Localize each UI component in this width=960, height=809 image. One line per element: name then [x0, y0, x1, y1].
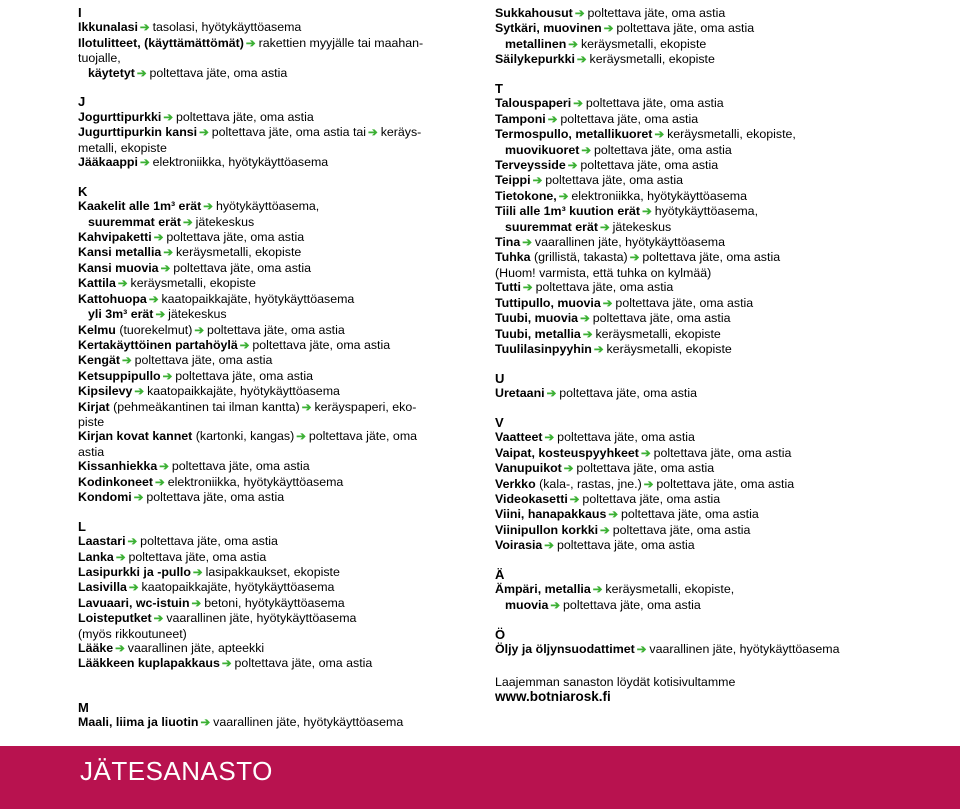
- entry-term: Jääkaappi: [78, 155, 138, 170]
- entry-text: metalli, ekopiste: [78, 140, 167, 155]
- entry-term: Kahvipaketti: [78, 230, 152, 245]
- entry-tamponi: [495, 112, 935, 127]
- entry-term: Jogurttipurkki: [78, 109, 162, 124]
- entry-text: poltettava jäte, oma astia: [557, 430, 695, 445]
- entry-text: betoni, hyötykäyttöasema: [204, 595, 345, 610]
- entry-term: Talouspaperi: [495, 96, 572, 111]
- entry-term: Kondomi: [78, 489, 132, 504]
- arrow-icon: ➔: [558, 190, 569, 203]
- entry-term: Kissanhiekka: [78, 459, 158, 474]
- entry-term: Säilykepurkki: [495, 52, 575, 67]
- entry-kaytetyt: [78, 66, 458, 81]
- entry-jogurttipurkki: [78, 110, 458, 125]
- arrow-icon: ➔: [642, 206, 652, 219]
- entry-text: poltettava jäte, oma astia: [563, 597, 701, 612]
- arrow-icon: ➔: [544, 540, 554, 553]
- entry-term: Viini, hanapakkaus: [495, 507, 607, 522]
- entry-text: vaarallinen jäte, hyötykäyttöasema: [649, 641, 840, 656]
- entry-kengat: [78, 353, 458, 368]
- entry-verkko: [495, 477, 935, 492]
- entry-term: Teippi: [495, 173, 531, 188]
- entry-term: Vaipat, kosteuspyyhkeet: [495, 445, 639, 460]
- entry-text: poltettava jäte, oma astia: [560, 111, 699, 126]
- entry-kattohuopa-yli: [78, 307, 458, 322]
- entry-text: poltettava jäte, oma astia: [653, 445, 792, 460]
- entry-term: Maali, liima ja liuotin: [78, 715, 199, 730]
- entry-kansi-muovia: [78, 261, 458, 276]
- section-letter-k: K: [78, 183, 88, 199]
- entry-ketsuppipullo: [78, 369, 458, 384]
- arrow-icon: ➔: [200, 717, 211, 730]
- arrow-icon: ➔: [148, 293, 159, 306]
- entry-kaakelit-suuremmat: [78, 215, 458, 230]
- entry-text: poltettava jäte, oma astia: [576, 461, 715, 476]
- entry-term: Lasipurkki ja -pullo: [78, 564, 191, 579]
- entry-term: Terveysside: [495, 158, 566, 173]
- entry-text: hyötykäyttöasema,: [654, 204, 759, 219]
- entry-term: metallinen: [505, 36, 567, 51]
- arrow-icon: ➔: [133, 491, 144, 504]
- arrow-icon: ➔: [608, 509, 618, 522]
- entry-tutti: [495, 280, 935, 295]
- arrow-icon: ➔: [134, 386, 145, 399]
- arrow-icon: ➔: [127, 536, 138, 549]
- entry-term: Lääke: [78, 641, 114, 656]
- arrow-icon: ➔: [522, 282, 533, 295]
- entry-text: poltettava jäte, oma astia: [206, 322, 345, 337]
- entry-term: Uretaani: [495, 386, 545, 401]
- entry-sytkari: [495, 21, 935, 36]
- entry-terveysside: [495, 158, 935, 173]
- entry-tuubi-muovia: [495, 311, 935, 326]
- entry-text: piste: [78, 414, 105, 429]
- entry-text: poltettava jäte, oma astia: [615, 295, 754, 310]
- entry-term: yli 3m³ erät: [88, 307, 154, 322]
- arrow-icon: ➔: [194, 324, 204, 337]
- entry-text: (tuorekelmut): [119, 322, 193, 337]
- entry-tiili-suuremmat: [495, 220, 935, 235]
- entry-text: poltettava jäte, oma astia: [175, 368, 314, 383]
- entry-viinipullon-korkki: [495, 523, 935, 538]
- entry-term: Kattila: [78, 276, 116, 291]
- entry-term: Tuttipullo, muovia: [495, 295, 601, 310]
- entry-ikkunalasi: [78, 20, 458, 35]
- entry-ilotulitteet: [78, 36, 458, 66]
- entry-laake: [78, 641, 458, 656]
- entry-kaakelit: [78, 199, 458, 214]
- entry-term: Videokasetti: [495, 491, 568, 506]
- footer-banner: [0, 746, 960, 809]
- entry-text: poltettava jäte, oma astia: [559, 386, 697, 401]
- arrow-icon: ➔: [567, 160, 578, 173]
- arrow-icon: ➔: [160, 262, 171, 275]
- entry-term: Ilotulitteet, (käyttämättömät): [78, 35, 244, 50]
- footer-note: Laajemman sanaston löydät kotisivultamme: [495, 675, 736, 690]
- arrow-icon: ➔: [592, 584, 603, 597]
- entry-text: poltettava jäte, oma astia: [173, 260, 311, 275]
- entry-text: keräysmetalli, ekopiste: [580, 36, 707, 51]
- section-letter-a-umlaut: Ä: [495, 566, 505, 582]
- entry-kodinkoneet: [78, 475, 458, 490]
- section-letter-l: L: [78, 518, 86, 534]
- entry-term: Loisteputket: [78, 611, 152, 626]
- arrow-icon: ➔: [139, 157, 150, 170]
- entry-termospullo: [495, 127, 935, 142]
- entry-term: Lanka: [78, 549, 114, 564]
- entry-text: poltettava jäte, oma astia: [582, 491, 721, 506]
- entry-uretaani: [495, 386, 935, 401]
- section-letter-u: U: [495, 370, 505, 386]
- arrow-icon: ➔: [199, 127, 209, 140]
- entry-text: poltettava jäte, oma astia: [587, 6, 726, 20]
- arrow-icon: ➔: [576, 54, 587, 67]
- entry-text: vaarallinen jäte, apteekki: [127, 641, 265, 656]
- entry-term: Kattohuopa: [78, 291, 147, 306]
- entry-text: poltettava jäte, oma astia tai: [211, 125, 367, 140]
- arrow-icon: ➔: [654, 129, 665, 142]
- entry-text: tasolasi, hyötykäyttöasema: [152, 20, 302, 35]
- entry-term: Viinipullon korkki: [495, 522, 599, 537]
- entry-text: (kartonki, kangas): [195, 429, 295, 444]
- entry-text: keräysmetalli, ekopiste: [175, 245, 302, 260]
- entry-lanka: [78, 550, 458, 565]
- arrow-icon: ➔: [128, 582, 139, 595]
- entry-vaatteet: [495, 430, 935, 445]
- arrow-icon: ➔: [155, 309, 166, 322]
- arrow-icon: ➔: [296, 431, 306, 444]
- arrow-icon: ➔: [301, 401, 312, 414]
- entry-term: Tuhka: [495, 250, 531, 265]
- entry-term: muovia: [505, 597, 549, 612]
- entry-text: kaatopaikkajäte, hyötykäyttöasema: [141, 580, 335, 595]
- entry-term: Ämpäri, metallia: [495, 582, 591, 597]
- entry-text: (pehmeäkantinen tai ilman kantta): [113, 399, 300, 414]
- entry-term: Kansi metallia: [78, 245, 162, 260]
- entry-term: Vanupuikot: [495, 461, 562, 476]
- entry-text: keräysmetalli, ekopiste,: [605, 582, 735, 597]
- entry-term: Kertakäyttöinen partahöylä: [78, 337, 238, 352]
- entry-term: Tietokone,: [495, 188, 557, 203]
- arrow-icon: ➔: [603, 23, 614, 36]
- section-letter-v: V: [495, 414, 504, 430]
- entry-text: keräysmetalli, ekopiste: [589, 52, 715, 67]
- banner-title: JÄTESANASTO: [80, 756, 273, 786]
- entry-term: Kodinkoneet: [78, 474, 154, 489]
- entry-text: vaarallinen jäte, hyötykäyttöasema: [534, 235, 725, 250]
- entry-text: keräysmetalli, ekopiste: [595, 326, 721, 341]
- arrow-icon: ➔: [153, 232, 164, 245]
- entry-text: poltettava jäte, oma astia: [175, 109, 314, 124]
- entry-kelmu: [78, 323, 458, 338]
- entry-kondomi: [78, 490, 458, 505]
- arrow-icon: ➔: [117, 278, 128, 291]
- arrow-icon: ➔: [136, 67, 147, 80]
- entry-text: poltettava jäte, oma astia: [585, 96, 724, 111]
- entry-text: keräysmetalli, ekopiste,: [667, 127, 796, 142]
- entry-term: Kelmu: [78, 322, 116, 337]
- entry-text: keräys-: [380, 125, 422, 140]
- entry-text: poltettava jäte, oma astia: [252, 337, 391, 352]
- entry-videokasetti: [495, 492, 935, 507]
- entry-loisteputket: [78, 611, 458, 626]
- arrow-icon: ➔: [600, 524, 610, 537]
- entry-text: poltettava jäte, oma: [308, 429, 418, 444]
- entry-text: poltettava jäte, oma astia: [656, 476, 795, 491]
- entry-term: Laastari: [78, 534, 126, 549]
- entry-vanupuikot: [495, 461, 935, 476]
- entry-term: Kirjan kovat kannet: [78, 429, 193, 444]
- entry-talouspaperi: [495, 96, 935, 111]
- entry-text: (kala-, rastas, jne.): [539, 476, 642, 491]
- arrow-icon: ➔: [550, 599, 561, 612]
- entry-term: Sytkäri, muovinen: [495, 21, 602, 36]
- entry-term: Öljy ja öljynsuodattimet: [495, 641, 635, 656]
- entry-text: vaarallinen jäte, hyötykäyttöasema: [213, 715, 404, 730]
- entry-term: Voirasia: [495, 538, 543, 553]
- arrow-icon: ➔: [636, 643, 647, 656]
- entry-term: Tuulilasinpyyhin: [495, 341, 592, 356]
- entry-jugurttipurkin-kansi: [78, 125, 458, 155]
- entry-text: poltettava jäte, oma astia: [134, 353, 273, 368]
- entry-term: suuremmat erät: [88, 214, 181, 229]
- entry-text: rakettien myyjälle tai maahan-: [258, 35, 424, 50]
- entry-text: poltettava jäte, oma astia: [545, 173, 683, 188]
- arrow-icon: ➔: [245, 37, 256, 50]
- entry-text: vaarallinen jäte, hyötykäyttöasema: [166, 611, 357, 626]
- entry-text: poltettava jäte, oma astia: [620, 507, 759, 522]
- entry-term: Tuubi, metallia: [495, 326, 581, 341]
- entry-text: hyötykäyttöasema,: [215, 199, 320, 214]
- section-letter-j: J: [78, 94, 86, 110]
- entry-laakkeen-kuplapakkaus: [78, 656, 458, 671]
- entry-term: Kirjat: [78, 399, 110, 414]
- entry-text: keräyspaperi, eko-: [314, 399, 417, 414]
- entry-teippi: [495, 173, 935, 188]
- entry-text: elektroniikka, hyötykäyttöasema: [167, 474, 344, 489]
- entry-term: Ikkunalasi: [78, 20, 138, 35]
- arrow-icon: ➔: [182, 216, 193, 229]
- arrow-icon: ➔: [573, 98, 583, 111]
- arrow-icon: ➔: [115, 551, 126, 564]
- section-letter-t: T: [495, 81, 503, 97]
- entry-kattila: [78, 276, 458, 291]
- entry-ampari-metallia: [495, 582, 935, 597]
- entry-term: Termospullo, metallikuoret: [495, 127, 653, 142]
- arrow-icon: ➔: [115, 643, 125, 656]
- arrow-icon: ➔: [563, 463, 574, 476]
- entry-tuulilasinpyyhin: [495, 342, 935, 357]
- entry-kansi-metallia: [78, 245, 458, 260]
- arrow-icon: ➔: [159, 461, 169, 474]
- entry-text: jätekeskus: [612, 219, 672, 234]
- arrow-icon: ➔: [546, 388, 557, 401]
- arrow-icon: ➔: [602, 297, 613, 310]
- entry-term: Tutti: [495, 280, 521, 295]
- arrow-icon: ➔: [122, 355, 132, 368]
- entry-voirasia: [495, 538, 935, 553]
- entry-term: Vaatteet: [495, 430, 543, 445]
- entry-kahvipaketti: [78, 230, 458, 245]
- arrow-icon: ➔: [580, 313, 590, 326]
- entry-term: Tamponi: [495, 111, 546, 126]
- entry-kirjan-kovat-kannet: [78, 429, 458, 459]
- arrow-icon: ➔: [162, 370, 173, 383]
- entry-termospullo-muovikuoret: [495, 143, 935, 158]
- arrow-icon: ➔: [221, 658, 232, 671]
- entry-term: Kipsilevy: [78, 384, 133, 399]
- entry-text: kaatopaikkajäte, hyötykäyttöasema: [147, 384, 340, 399]
- entry-tiili: [495, 204, 935, 219]
- entry-sytkari-metallinen: [495, 37, 935, 52]
- entry-text: keräysmetalli, ekopiste: [606, 341, 732, 356]
- entry-term: Ketsuppipullo: [78, 368, 161, 383]
- entry-text: poltettava jäte, oma astia: [234, 656, 373, 671]
- entry-text: poltettava jäte, oma astia: [592, 311, 731, 326]
- arrow-icon: ➔: [568, 38, 578, 51]
- entry-term: muovikuoret: [505, 142, 580, 157]
- section-letter-m: M: [78, 699, 89, 715]
- entry-kertakayttoinen: [78, 338, 458, 353]
- arrow-icon: ➔: [569, 493, 580, 506]
- arrow-icon: ➔: [163, 247, 173, 260]
- arrow-icon: ➔: [532, 175, 543, 188]
- entry-kipsilevy: [78, 384, 458, 399]
- entry-text: poltettava jäte, oma astia: [146, 489, 285, 504]
- entry-term: Tina: [495, 235, 521, 250]
- section-letter-o-umlaut: Ö: [495, 626, 506, 642]
- entry-jaakaappi: [78, 155, 458, 170]
- arrow-icon: ➔: [547, 113, 558, 126]
- entry-term: Sukkahousut: [495, 6, 573, 20]
- entry-text: poltettava jäte, oma astia: [166, 230, 305, 245]
- website-link[interactable]: www.botniarosk.fi: [495, 688, 611, 704]
- entry-kattohuopa: [78, 292, 458, 307]
- entry-term: Verkko: [495, 476, 536, 491]
- arrow-icon: ➔: [155, 476, 165, 489]
- arrow-icon: ➔: [629, 252, 640, 265]
- entry-tina: [495, 235, 935, 250]
- entry-text: kaatopaikkajäte, hyötykäyttöasema: [161, 291, 355, 306]
- arrow-icon: ➔: [643, 478, 654, 491]
- entry-text: poltettava jäte, oma astia: [556, 538, 695, 553]
- entry-loisteputket-note: (myös rikkoutuneet): [78, 626, 187, 641]
- entry-oljy: [495, 642, 935, 657]
- entry-text: poltettava jäte, oma astia: [594, 142, 732, 157]
- left-column: [78, 6, 458, 730]
- arrow-icon: ➔: [582, 328, 593, 341]
- entry-term: Jugurttipurkin kansi: [78, 125, 198, 140]
- entry-text: tuojalle,: [78, 51, 121, 66]
- arrow-icon: ➔: [239, 339, 250, 352]
- right-column: [495, 6, 935, 704]
- entry-sailykepurkki: [495, 52, 935, 67]
- entry-text: elektroniikka, hyötykäyttöasema: [571, 188, 748, 203]
- arrow-icon: ➔: [192, 566, 203, 579]
- entry-text: poltettava jäte, oma astia: [128, 549, 267, 564]
- entry-text: keräysmetalli, ekopiste: [130, 276, 256, 291]
- entry-term: Lasivilla: [78, 580, 127, 595]
- entry-vaipat: [495, 446, 935, 461]
- entry-text: astia: [78, 444, 105, 459]
- entry-text: poltettava jäte, oma astia: [140, 534, 278, 549]
- entry-tuttipullo: [495, 296, 935, 311]
- entry-text: (grillistä, takasta): [534, 250, 628, 265]
- arrow-icon: ➔: [203, 201, 213, 214]
- entry-viini: [495, 507, 935, 522]
- entry-tuubi-metallia: [495, 327, 935, 342]
- entry-text: poltettava jäte, oma astia: [171, 459, 310, 474]
- entry-maali: [78, 715, 458, 730]
- entry-ampari-muovia: [495, 598, 935, 613]
- entry-text: poltettava jäte, oma astia: [612, 522, 751, 537]
- entry-laastari: [78, 534, 458, 549]
- arrow-icon: ➔: [593, 343, 604, 356]
- entry-term: suuremmat erät: [505, 219, 598, 234]
- arrow-icon: ➔: [574, 8, 585, 20]
- entry-text: elektroniikka, hyötykäyttöasema: [152, 155, 329, 170]
- arrow-icon: ➔: [139, 22, 150, 35]
- entry-tuhka-note: (Huom! varmista, että tuhka on kylmää): [495, 265, 712, 280]
- entry-text: poltettava jäte, oma astia: [616, 21, 755, 36]
- entry-term: Lääkkeen kuplapakkaus: [78, 656, 220, 671]
- entry-term: käytetyt: [88, 65, 135, 80]
- entry-term: Kaakelit alle 1m³ erät: [78, 199, 202, 214]
- entry-term: Kengät: [78, 353, 120, 368]
- entry-kirjat: [78, 400, 458, 430]
- arrow-icon: ➔: [544, 432, 555, 445]
- entry-lavuaari: [78, 596, 458, 611]
- arrow-icon: ➔: [163, 111, 173, 124]
- arrow-icon: ➔: [640, 447, 651, 460]
- entry-kissanhiekka: [78, 459, 458, 474]
- arrow-icon: ➔: [522, 237, 532, 250]
- entry-lasipurkki: [78, 565, 458, 580]
- arrow-icon: ➔: [599, 221, 610, 234]
- entry-tuhka: [495, 250, 935, 265]
- entry-text: poltettava jäte, oma astia: [535, 280, 674, 295]
- entry-text: lasipakkaukset, ekopiste: [205, 564, 340, 579]
- entry-tietokone: [495, 189, 935, 204]
- arrow-icon: ➔: [368, 127, 378, 140]
- entry-lasivilla: [78, 580, 458, 595]
- entry-text: poltettava jäte, oma astia: [149, 65, 288, 80]
- arrow-icon: ➔: [153, 613, 164, 626]
- entry-term: Tuubi, muovia: [495, 311, 579, 326]
- entry-sukkahousut: [495, 6, 935, 21]
- arrow-icon: ➔: [191, 597, 202, 610]
- arrow-icon: ➔: [581, 144, 591, 157]
- entry-term: Tiili alle 1m³ kuution erät: [495, 204, 641, 219]
- entry-text: jätekeskus: [168, 307, 227, 322]
- entry-text: poltettava jäte, oma astia: [642, 250, 781, 265]
- section-letter-i: I: [78, 5, 82, 20]
- entry-term: Kansi muovia: [78, 260, 159, 275]
- entry-text: poltettava jäte, oma astia: [580, 158, 719, 173]
- entry-text: jätekeskus: [195, 214, 255, 229]
- entry-term: Lavuaari, wc-istuin: [78, 595, 190, 610]
